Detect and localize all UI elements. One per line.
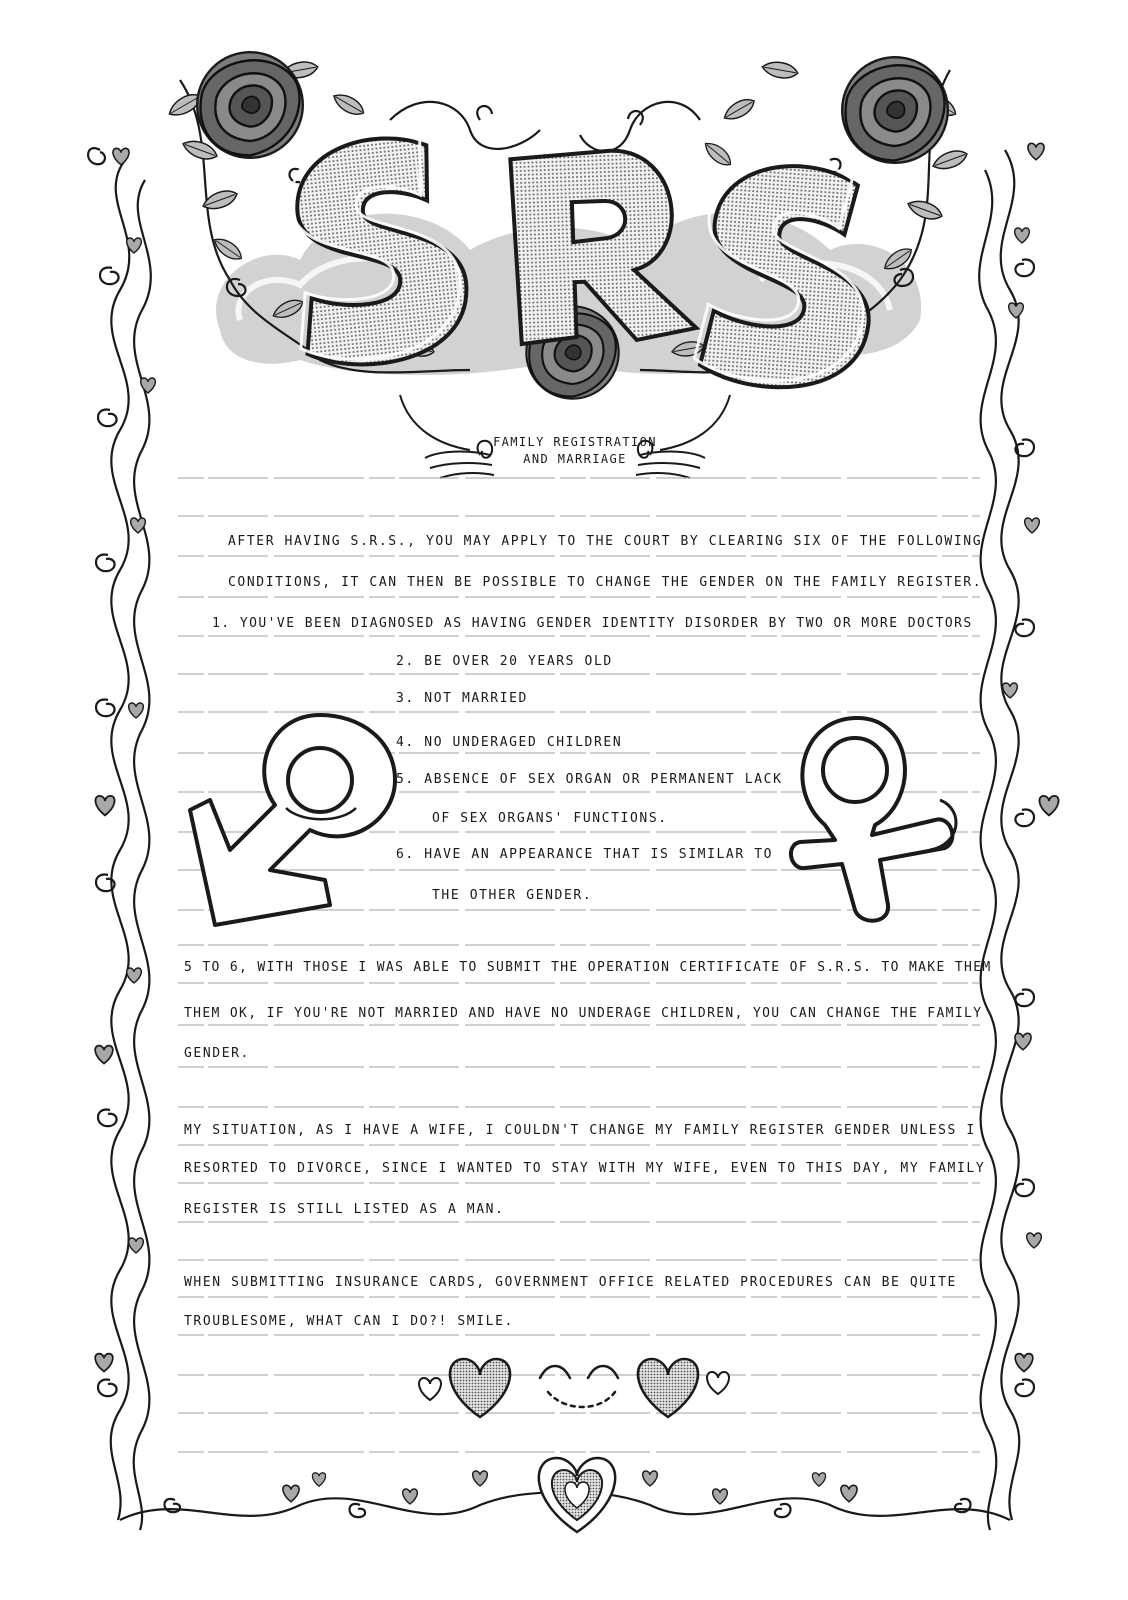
paragraph2-line-2: RESORTED TO DIVORCE, SINCE I WANTED TO STAY WITH MY WIFE, EVEN TO THIS DAY, MY FAMILY <box>184 1161 986 1176</box>
intro-line-1: AFTER HAVING S.R.S., YOU MAY APPLY TO THE COURT BY CLEARING SIX OF THE FOLLOWING <box>228 534 983 549</box>
female-symbol-icon <box>791 718 956 921</box>
paragraph2-line-1: MY SITUATION, AS I HAVE A WIFE, I COULDN'T CHANGE MY FAMILY REGISTER GENDER UNLESS I <box>184 1123 976 1138</box>
right-vine-border <box>979 150 1034 1530</box>
paragraph1-line-3: GENDER. <box>184 1046 250 1061</box>
condition-6: 6. HAVE AN APPEARANCE THAT IS SIMILAR TO <box>396 847 774 862</box>
condition-6-cont: THE OTHER GENDER. <box>432 888 593 903</box>
intro-line-2: CONDITIONS, IT CAN THEN BE POSSIBLE TO CHANGE THE GENDER ON THE FAMILY REGISTER. <box>228 575 983 590</box>
paragraph1-line-2: THEM OK, IF YOU'RE NOT MARRIED AND HAVE NO UNDERAGE CHILDREN, YOU CAN CHANGE THE FAMILY <box>184 1006 983 1021</box>
heart-icon <box>419 1378 441 1400</box>
heart-icon <box>539 1458 615 1532</box>
heart-icon <box>638 1359 698 1417</box>
heart-icon <box>450 1359 510 1417</box>
male-symbol-icon <box>190 715 395 925</box>
condition-1: 1. YOU'VE BEEN DIAGNOSED AS HAVING GENDER IDENTITY DISORDER BY TWO OR MORE DOCTORS <box>212 616 973 631</box>
subtitle-line-2: AND MARRIAGE <box>523 452 627 466</box>
paragraph3-line-2: TROUBLESOME, WHAT CAN I DO?! SMILE. <box>184 1314 514 1329</box>
smile-face-icon <box>540 1366 618 1407</box>
paragraph1-line-1: 5 TO 6, WITH THOSE I WAS ABLE TO SUBMIT THE OPERATION CERTIFICATE OF S.R.S. TO MAKE THEM <box>184 960 992 975</box>
paragraph3-line-1: WHEN SUBMITTING INSURANCE CARDS, GOVERNMENT OFFICE RELATED PROCEDURES CAN BE QUITE <box>184 1275 957 1290</box>
condition-2: 2. BE OVER 20 YEARS OLD <box>396 654 613 669</box>
subtitle-line-1: FAMILY REGISTRATION <box>493 435 657 449</box>
condition-5-cont: OF SEX ORGANS' FUNCTIONS. <box>432 811 668 826</box>
condition-3: 3. NOT MARRIED <box>396 691 528 706</box>
condition-5: 5. ABSENCE OF SEX ORGAN OR PERMANENT LACK <box>396 772 783 787</box>
condition-4: 4. NO UNDERAGED CHILDREN <box>396 735 623 750</box>
paragraph2-line-3: REGISTER IS STILL LISTED AS A MAN. <box>184 1202 505 1217</box>
left-vine-border <box>88 148 151 1530</box>
heart-icon <box>707 1372 729 1394</box>
